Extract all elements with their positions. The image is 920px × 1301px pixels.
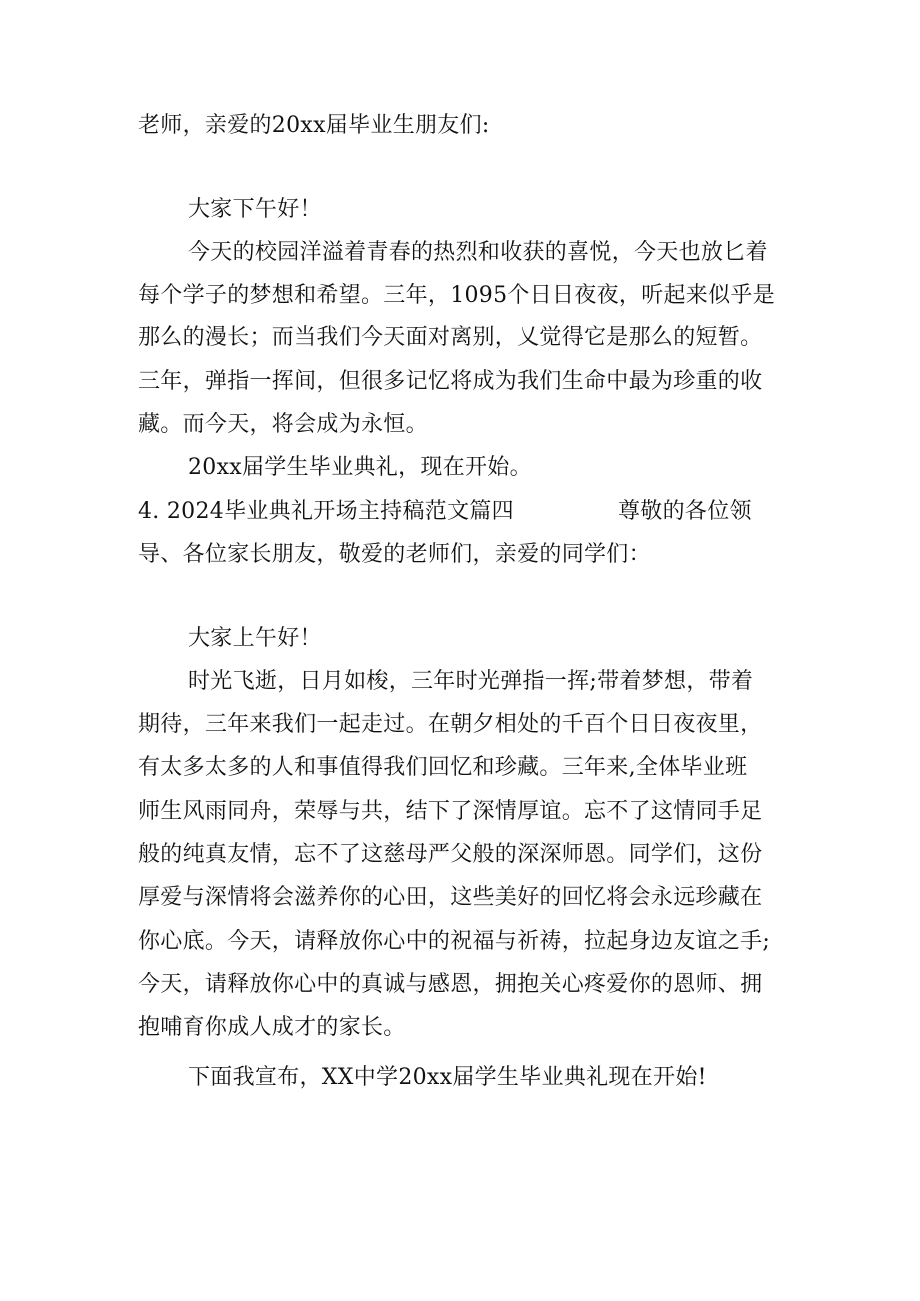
paragraph-line: 期待，三年来我们一起走过。在朝夕相处的千百个日日夜夜里， — [138, 712, 763, 737]
section-greeting-end: 导、各位家长朋友，敬爱的老师们，亲爱的同学们： — [138, 542, 651, 567]
opening-announcement: 20xx届学生毕业典礼，现在开始。 — [188, 455, 532, 480]
section-heading: 4. 2024毕业典礼开场主持稿范文篇四 — [138, 499, 514, 524]
paragraph-line: 抱哺育你成人成才的家长。 — [138, 1015, 406, 1040]
hello-morning: 大家上午好！ — [188, 626, 322, 651]
paragraph-line: 那么的漫长；而当我们今天面对离别，乂觉得它是那么的短暂。 — [138, 325, 763, 350]
paragraph-line: 今天，请释放你心中的真诚与感恩，拥抱关心疼爱你的恩师、拥 — [138, 972, 763, 997]
hello-afternoon: 大家下午好！ — [188, 197, 322, 222]
paragraph-line: 师生风雨同舟，荣辱与共，结下了深情厚谊。忘不了这情同手足 — [138, 799, 763, 824]
paragraph-line: 般的纯真友情，忘不了这慈母严父般的深深师恩。同学们，这份 — [138, 842, 763, 867]
closing-announcement: 下面我宣布，XX中学20xx届学生毕业典礼现在开始! — [188, 1065, 707, 1090]
paragraph-line: 时光飞逝，日月如梭，三年时光弹指一挥;带着梦想，带着 — [188, 669, 754, 694]
paragraph-line: 有太多太多的人和事值得我们回忆和珍藏。三年来,全体毕业班 — [138, 755, 748, 780]
paragraph-line: 厚爱与深情将会滋养你的心田，这些美好的回忆将会永远珍藏在 — [138, 885, 763, 910]
paragraph-line: 每个学子的梦想和希望。三年，1095个日日夜夜，听起来似乎是 — [138, 283, 775, 308]
paragraph-line: 你心底。今天，请释放你心中的祝福与祈祷，拉起身边友谊之手; — [138, 929, 771, 954]
paragraph-line: 三年，弹指一挥间，但很多记忆将成为我们生命中最为珍重的收 — [138, 369, 763, 394]
paragraph-line: 今天的校园洋溢着青春的热烈和收获的喜悦，今天也放匕着 — [188, 240, 768, 265]
section-greeting-start: 尊敬的各位领 — [618, 499, 752, 524]
greeting-line: 老师，亲爱的20xx届毕业生朋友们: — [138, 113, 490, 138]
paragraph-line: 藏。而今天，将会成为永恒。 — [138, 412, 428, 437]
